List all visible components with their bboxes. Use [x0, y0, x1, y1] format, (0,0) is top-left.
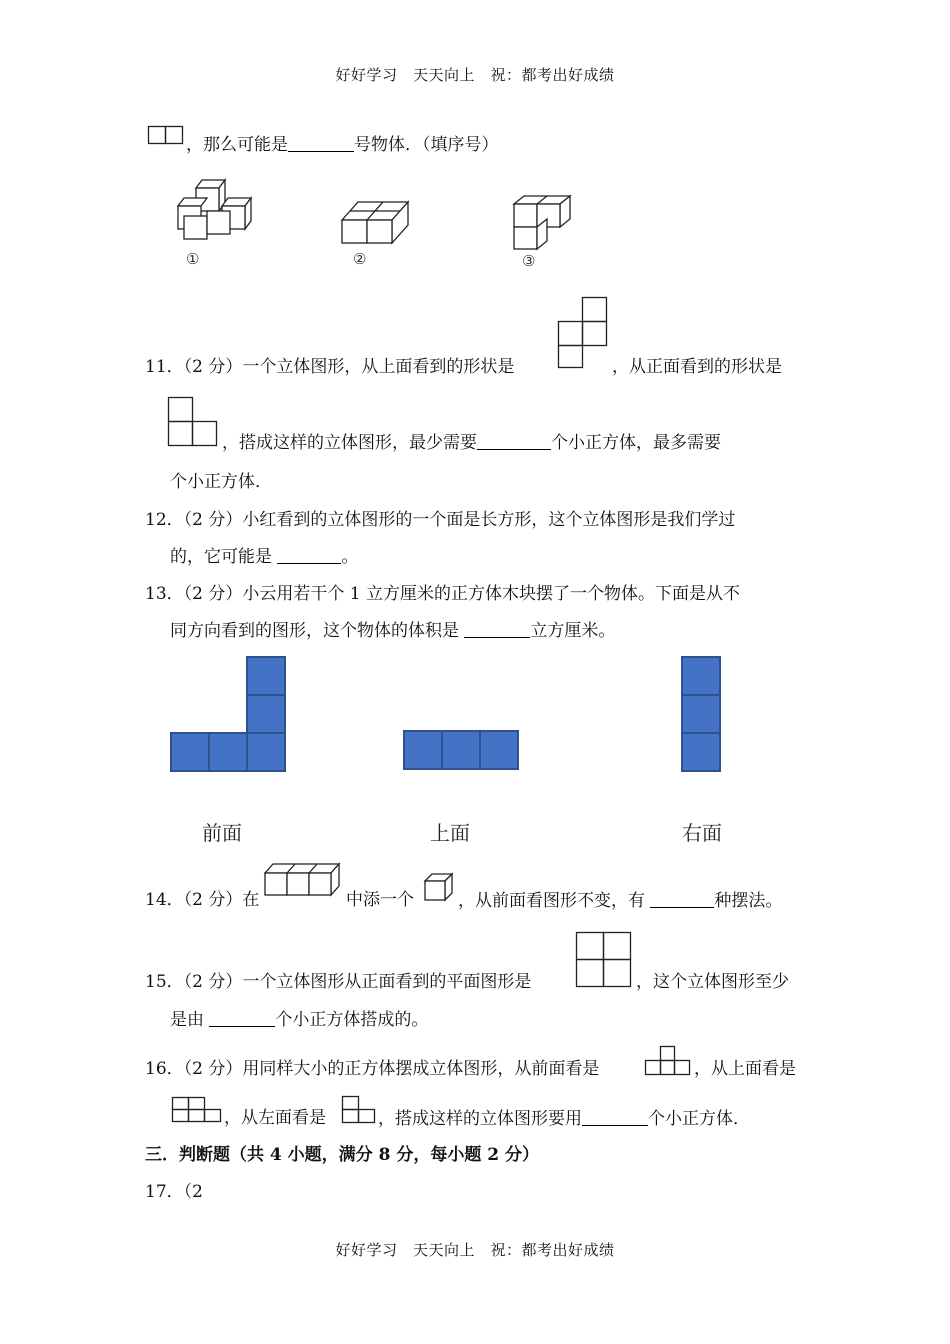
q10-label-3: ③	[522, 252, 536, 270]
q10-object-2	[338, 198, 413, 248]
q16-top-view-shape	[172, 1097, 222, 1123]
q11-line-3: 个小正方体．	[170, 472, 272, 492]
q11-front-view-shape	[168, 397, 218, 447]
q12-line-1: 12．（2 分）小红看到的立体图形的一个面是长方形，这个立体图形是我们学过	[145, 510, 736, 530]
q11-line-1a: 11．（2 分）一个立体图形，从上面看到的形状是	[145, 357, 515, 377]
q12-line-2: 的，它可能是 。	[170, 547, 359, 567]
q13-line-1: 13．（2 分）小云用若干个 1 立方厘米的正方体木块摆了一个物体。下面是从不	[145, 584, 740, 604]
q17-start: 17．（2	[145, 1182, 203, 1202]
q10-view-shape	[148, 126, 184, 144]
q14-line-rest: ，从前面看图形不变，有 种摆法。	[458, 891, 783, 911]
q14-text-b: 中添一个	[346, 890, 414, 910]
q13-view-label-right: 右面	[682, 821, 722, 845]
q13-front-view	[170, 656, 288, 772]
q10-label-1: ①	[186, 250, 200, 268]
q15-line-1a: 15．（2 分）一个立体图形从正面看到的平面图形是	[145, 972, 532, 992]
q13-answer-blank[interactable]	[464, 622, 530, 638]
q13-top-view	[403, 730, 521, 772]
q15-line-1b: ，这个立体图形至少	[636, 972, 789, 992]
section-3-title: 三．判断题（共 4 小题，满分 8 分，每小题 2 分）	[145, 1145, 539, 1165]
q16-line-2-rest: ，搭成这样的立体图形要用 个小正方体．	[378, 1109, 750, 1129]
q14-text-a: 14．（2 分）在	[145, 890, 260, 910]
q16-line-1b: ，从上面看是	[694, 1059, 796, 1079]
q10-answer-blank[interactable]	[288, 136, 354, 152]
q14-three-cube-row	[262, 862, 342, 898]
q11-line-2: ，搭成这样的立体图形，最少需要 个小正方体，最多需要	[222, 433, 721, 453]
q13-line-2: 同方向看到的图形，这个物体的体积是 立方厘米。	[170, 621, 616, 641]
q15-answer-blank[interactable]	[209, 1011, 275, 1027]
q14-single-cube	[423, 872, 455, 902]
q16-answer-blank[interactable]	[582, 1110, 648, 1126]
q15-line-2: 是由 个小正方体搭成的。	[170, 1010, 429, 1030]
q16-left-view-shape	[342, 1096, 378, 1124]
q10-line: ，那么可能是 号物体．（填序号）	[186, 135, 499, 155]
q16-front-view-shape	[644, 1046, 692, 1076]
q16-line-2a: ，从左面看是	[224, 1108, 326, 1128]
q12-answer-blank[interactable]	[277, 548, 341, 564]
q10-object-1	[170, 176, 260, 246]
q13-right-view	[681, 656, 723, 772]
q11-line-1b: ，从正面看到的形状是	[612, 357, 782, 377]
q11-min-blank[interactable]	[477, 434, 551, 450]
q10-label-2: ②	[353, 250, 367, 268]
q13-view-label-top: 上面	[430, 821, 470, 845]
page-footer: 好好学习 天天向上 祝：都考出好成绩	[335, 1241, 615, 1259]
q15-front-view-shape	[576, 932, 632, 988]
q14-answer-blank[interactable]	[650, 892, 714, 908]
q11-top-view-shape	[558, 297, 608, 369]
q16-line-1a: 16．（2 分）用同样大小的正方体摆成立体图形，从前面看是	[145, 1059, 600, 1079]
page-header: 好好学习 天天向上 祝：都考出好成绩	[335, 66, 615, 84]
q10-object-3	[508, 192, 578, 254]
q13-view-label-front: 前面	[202, 821, 242, 845]
